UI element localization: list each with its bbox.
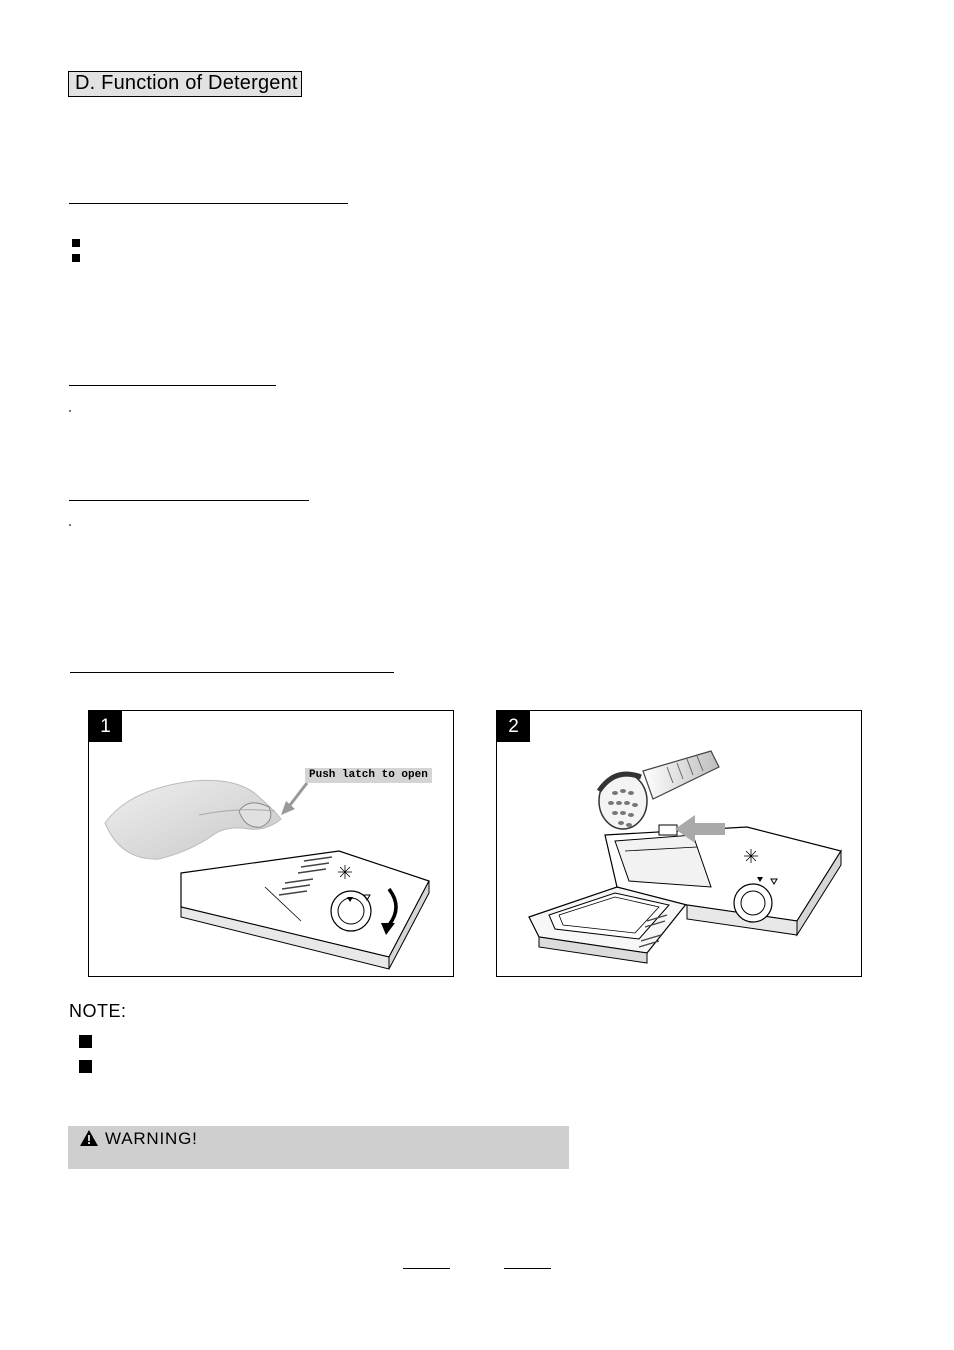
warning-label: WARNING!	[105, 1129, 198, 1148]
figure-2	[496, 710, 862, 977]
note-bullet-square	[79, 1035, 92, 1048]
heading-underline-3	[69, 500, 309, 501]
note-bullet-square	[79, 1060, 92, 1073]
section-title: D. Function of Detergent	[68, 71, 302, 97]
faint-mark	[69, 410, 71, 412]
figure-number: 1	[89, 711, 122, 742]
push-latch-callout: Push latch to open	[305, 768, 432, 783]
heading-underline-1	[69, 203, 348, 204]
dispenser-open-illustration	[89, 711, 454, 977]
dispenser-fill-illustration	[497, 711, 862, 977]
note-label: NOTE:	[69, 1001, 127, 1021]
faint-mark	[69, 524, 71, 526]
footer-underline-right	[504, 1268, 551, 1269]
heading-underline-4	[70, 672, 394, 673]
figure-1	[88, 710, 454, 977]
warning-triangle-icon	[80, 1130, 98, 1146]
figure-number: 2	[497, 711, 530, 742]
bullet-square	[72, 239, 80, 247]
footer-underline-left	[403, 1268, 450, 1269]
warning-box	[68, 1126, 569, 1169]
heading-underline-2	[69, 385, 276, 386]
bullet-square	[72, 254, 80, 262]
